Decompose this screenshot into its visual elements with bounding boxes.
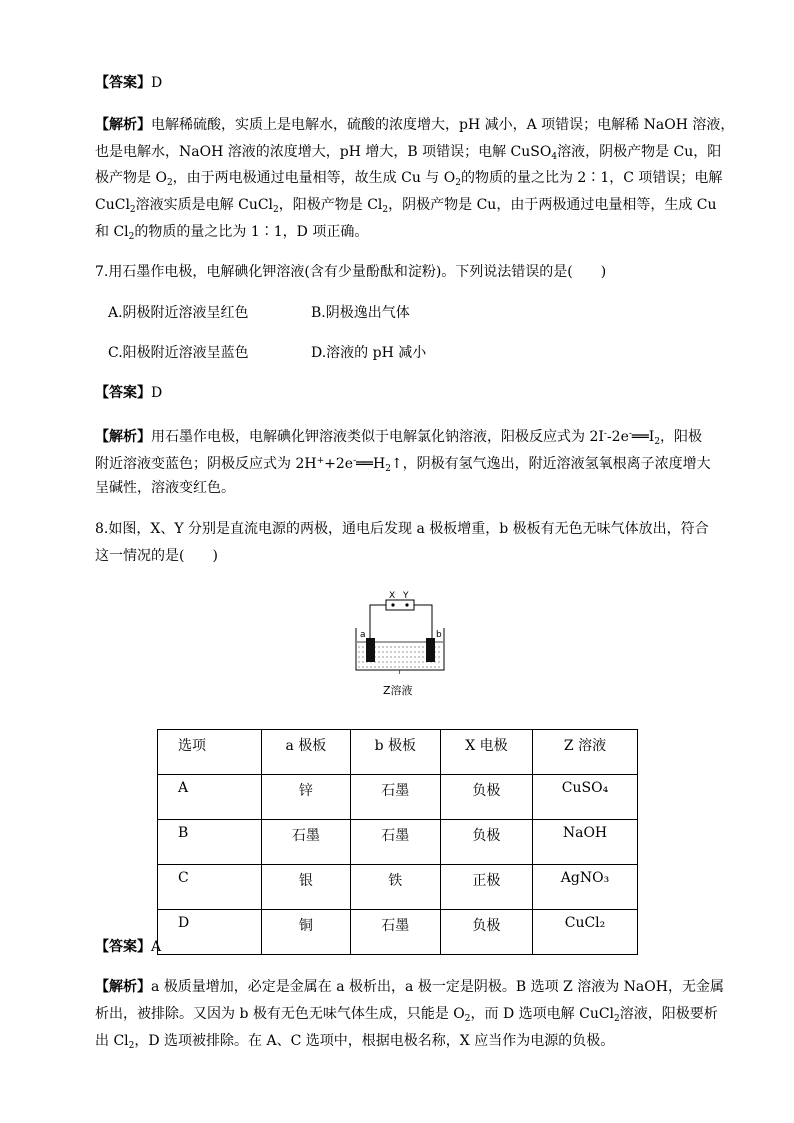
subscript: 2 — [455, 178, 461, 188]
table-row — [158, 910, 638, 955]
analysis-1-line-5 — [95, 222, 368, 247]
analysis-text: a 极质量增加，必定是金属在 a 极析出，a 极一定是阴极。B 选项 Z 溶液为 NaOH，无金属 — [151, 979, 724, 995]
table-cell: 锌 — [262, 775, 351, 820]
analysis-text: +2e — [324, 456, 354, 472]
analysis-text: ══H — [356, 456, 386, 472]
options-table — [157, 729, 638, 955]
subscript: 2 — [273, 205, 279, 215]
table-cell: 负极 — [440, 820, 532, 865]
wire-right — [414, 605, 432, 638]
analysis-3-line-2 — [95, 1004, 718, 1029]
subscript: 4 — [551, 152, 558, 162]
analysis-3-line-3 — [95, 1031, 614, 1056]
q7-option-b: B.阴极逸出气体 — [311, 305, 410, 321]
table-cell: 石墨 — [350, 775, 440, 820]
analysis-text: CuCl — [95, 197, 130, 213]
analysis-text: ，由于两电极通过电量相等，故生成 Cu 与 O — [172, 170, 456, 186]
analysis-1-line-1 — [95, 115, 734, 135]
answer-value: D — [151, 385, 163, 401]
answer-value: A — [151, 939, 162, 955]
question-8-line-2: 这一情况的是( ) — [95, 548, 218, 564]
analysis-text: 也是电解水，NaOH 溶液的浓度增大，pH 增大，B 项错误；电解 CuSO — [95, 144, 552, 160]
analysis-text: 溶液，阳极要析 — [619, 1006, 718, 1022]
analysis-text: ，而 D 选项电解 CuCl — [470, 1006, 615, 1022]
table-cell: 负极 — [440, 775, 532, 820]
label-x: X — [389, 591, 396, 601]
table-cell: 正极 — [440, 865, 532, 910]
subscript: 2 — [129, 205, 136, 215]
analysis-text: ，阳极 — [660, 429, 703, 445]
analysis-1-line-4 — [95, 195, 717, 220]
analysis-2-line-3: 呈碱性，溶液变红色。 — [95, 480, 235, 496]
table-cell: 铜 — [262, 910, 351, 955]
analysis-text: 附近溶液变蓝色；阴极反应式为 2H — [95, 456, 317, 472]
label-y: Y — [403, 591, 409, 601]
table-cell: D — [158, 910, 262, 955]
answer-label: 【答案】 — [95, 75, 151, 91]
q7-option-c: C.阳极附近溶液呈蓝色 — [108, 345, 249, 361]
table-cell: B — [158, 820, 262, 865]
analysis-text: ↑，阴极有氢气逸出，附近溶液氢氧根离子浓度增大 — [390, 456, 711, 472]
analysis-text: 用石墨作电极，电解碘化钾溶液类似于电解氯化钠溶液，阳极反应式为 2I — [151, 429, 604, 445]
table-cell: C — [158, 865, 262, 910]
answer-label: 【答案】 — [95, 385, 151, 401]
table-cell: 石墨 — [262, 820, 351, 865]
superscript: - — [628, 429, 632, 439]
table-row — [158, 865, 638, 910]
answer-2 — [95, 383, 162, 403]
superscript: - — [603, 429, 607, 439]
q7-option-a: A.阴极附近溶液呈红色 — [108, 305, 249, 321]
answer-1 — [95, 73, 162, 93]
subscript: 2 — [166, 178, 173, 188]
analysis-label: 【解析】 — [95, 979, 151, 995]
question-8-line-1: 8.如图，X、Y 分别是直流电源的两极，通电后发现 a 极板增重，b 极板有无色无味气体放出，符合 — [95, 521, 709, 537]
analysis-text: 溶液实质是电解 CuCl — [135, 197, 274, 213]
subscript: 2 — [128, 232, 135, 242]
answer-3 — [95, 937, 161, 957]
analysis-text: ══I — [631, 429, 655, 445]
analysis-label: 【解析】 — [95, 117, 151, 133]
analysis-2-line-2 — [95, 451, 711, 479]
leader-line — [398, 670, 400, 674]
electrode-a — [366, 638, 375, 662]
subscript: 2 — [382, 205, 389, 215]
header-cell: 选项 — [158, 730, 262, 775]
q7-option-d: D.溶液的 pH 减小 — [311, 345, 427, 361]
analysis-2-line-1 — [95, 424, 702, 452]
table-row — [158, 820, 638, 865]
electrolysis-cell-diagram — [352, 590, 448, 674]
subscript: 2 — [464, 1014, 471, 1024]
header-cell: X 电极 — [440, 730, 532, 775]
terminal-x — [391, 603, 394, 606]
wire-left — [370, 605, 386, 638]
analysis-text: ，阴极产物是 Cu，由于两极通过电量相等，生成 Cu — [388, 197, 717, 213]
table-cell: 银 — [262, 865, 351, 910]
analysis-text: 溶液，阴极产物是 Cu，阳 — [557, 144, 722, 160]
analysis-text: -2e — [606, 429, 629, 445]
analysis-text: ，阳极产物是 Cl — [278, 197, 383, 213]
table-cell: 负极 — [440, 910, 532, 955]
table-cell: CuCl₂ — [533, 910, 638, 955]
answer-label: 【答案】 — [95, 939, 151, 955]
subscript: 2 — [614, 1014, 620, 1024]
table-cell: 铁 — [350, 865, 440, 910]
table-cell: AgNO₃ — [533, 865, 638, 910]
label-a: a — [360, 630, 366, 640]
analysis-text: 极产物是 O — [95, 170, 167, 186]
analysis-text: 的物质的量之比为 2∶1，C 项错误；电解 — [460, 170, 723, 186]
table-cell: 石墨 — [350, 820, 440, 865]
analysis-text: 的物质的量之比为 1∶1，D 项正确。 — [134, 224, 369, 240]
analysis-1-line-2 — [95, 142, 721, 167]
header-cell: Z 溶液 — [533, 730, 638, 775]
terminal-y — [405, 603, 408, 606]
table-cell: A — [158, 775, 262, 820]
superscript: - — [353, 456, 357, 466]
label-b: b — [436, 630, 442, 640]
answer-value: D — [151, 75, 163, 91]
analysis-text: 和 Cl — [95, 224, 129, 240]
solution-label: Z溶液 — [383, 684, 413, 697]
power-source — [386, 600, 414, 610]
question-7-stem: 7.用石墨作电极，电解碘化钾溶液(含有少量酚酞和淀粉)。下列说法错误的是( ) — [95, 264, 607, 280]
header-cell: b 极板 — [350, 730, 440, 775]
analysis-text: 析出，被排除。又因为 b 极有无色无味气体生成，只能是 O — [95, 1006, 465, 1022]
table-cell: CuSO₄ — [533, 775, 638, 820]
table-header-row — [158, 730, 638, 775]
analysis-text: ，D 选项被排除。在 A、C 选项中，根据电极名称，X 应当作为电源的负极。 — [134, 1033, 615, 1049]
subscript: 2 — [654, 437, 661, 447]
electrode-b — [426, 638, 435, 662]
analysis-text: 电解稀硫酸，实质上是电解水，硫酸的浓度增大，pH 减小，A 项错误；电解稀 NaOH 溶液， — [151, 117, 735, 133]
table-row — [158, 775, 638, 820]
analysis-text: 出 Cl — [95, 1033, 129, 1049]
table-cell: NaOH — [533, 820, 638, 865]
subscript: 2 — [385, 464, 391, 474]
table-cell: 石墨 — [350, 910, 440, 955]
subscript: 2 — [128, 1041, 135, 1051]
analysis-label: 【解析】 — [95, 429, 151, 445]
analysis-3-line-1 — [95, 977, 724, 997]
superscript: + — [316, 456, 325, 466]
analysis-1-line-3 — [95, 168, 722, 193]
header-cell: a 极板 — [262, 730, 351, 775]
